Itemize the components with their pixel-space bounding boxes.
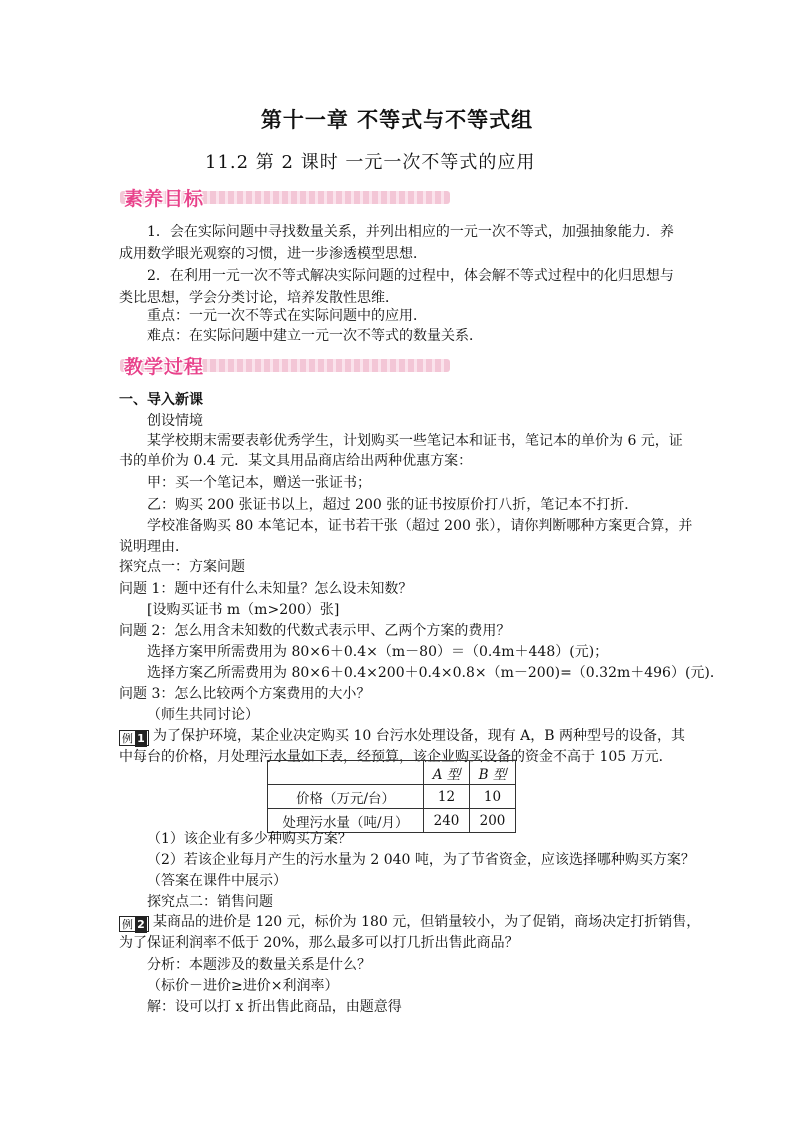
table-cell: 12: [424, 785, 470, 809]
text-line: 书的单价为 0.4 元．某文具用品商店给出两种优惠方案：: [119, 453, 473, 469]
table-row: [268, 785, 516, 809]
table-cell: 处理污水量（吨/月）: [268, 809, 424, 833]
table-cell: 10: [470, 785, 516, 809]
text-line: 分析：本题涉及的数量关系是什么？: [147, 957, 371, 973]
chapter-title: 第十一章 不等式与不等式组: [260, 108, 534, 132]
subheading: 探究点一：方案问题: [119, 559, 245, 575]
subheading: 探究点二：销售问题: [147, 894, 273, 910]
process-banner-label: 教学过程: [124, 356, 205, 378]
key-point: 重点：一元一次不等式在实际问题中的应用．: [147, 308, 427, 324]
text-line: 说明理由．: [119, 539, 189, 555]
text-line: 学校准备购买 80 本笔记本，证书若干张（超过 200 张），请你判断哪种方案更合算，并: [147, 518, 693, 534]
table-cell: 240: [424, 809, 470, 833]
difficult-point: 难点：在实际问题中建立一元一次不等式的数量关系．: [147, 328, 483, 344]
table-header-cell: A 型: [424, 761, 470, 785]
text-line: 甲：买一个笔记本，赠送一张证书；: [147, 475, 371, 491]
example-1-badge: 例 1: [119, 730, 149, 746]
text-line: 解：设可以打 x 折出售此商品，由题意得: [147, 999, 402, 1015]
question-1: 问题 1：题中还有什么未知量？怎么设未知数？: [119, 581, 413, 597]
table-header-row: [268, 761, 516, 785]
example-1-line: 例 1 为了保护环境，某企业决定购买 10 台污水处理设备，现有 A，B 两种型号的设备，其: [119, 726, 685, 746]
table-header-cell: [268, 761, 424, 785]
text-line: （师生共同讨论）: [147, 707, 259, 723]
lesson-title: 11.2 第 2 课时 一元一次不等式的应用: [205, 152, 536, 173]
process-banner: [120, 352, 450, 378]
example-2-badge: 例 2: [119, 916, 149, 932]
example-2-line: 例 2 某商品的进价是 120 元，标价为 180 元，但销量较小，为了促销，商场决定打折销售，: [119, 912, 700, 932]
table-cell: 价格（万元/台）: [268, 785, 424, 809]
equipment-table: [267, 760, 516, 833]
goal-line: 1．会在实际问题中寻找数量关系，并列出相应的一元一次不等式，加强抽象能力．养: [147, 224, 674, 240]
text-line: [设购买证书 m（m>200）张]: [147, 602, 340, 618]
text-line: 某学校期末需要表彰优秀学生，计划购买一些笔记本和证书，笔记本的单价为 6 元，证: [147, 433, 683, 449]
goals-banner: [120, 184, 450, 210]
text-line: 中每台的价格，月处理污水量如下表，经预算，该企业购买设备的资金不高于 105 万元．: [119, 749, 673, 765]
table-header-cell: B 型: [470, 761, 516, 785]
goal-line: 类比思想，学会分类讨论，培养发散性思维．: [119, 290, 399, 306]
goal-line: 2．在利用一元一次不等式解决实际问题的过程中，体会解不等式过程中的化归思想与: [147, 268, 674, 284]
text-line: （答案在课件中展示）: [147, 873, 287, 889]
text-line: 选择方案甲所需费用为 80×6＋0.4×（m－80）＝（0.4m＋448）(元)；: [147, 644, 609, 660]
question-3: 问题 3：怎么比较两个方案费用的大小？: [119, 686, 371, 702]
question-2: 问题 2：怎么用含未知数的代数式表示甲、乙两个方案的费用？: [119, 623, 511, 639]
goal-line: 成用数学眼光观察的习惯，进一步渗透模型思想．: [119, 246, 427, 262]
subheading: 创设情境: [147, 413, 203, 429]
goals-banner-label: 素养目标: [124, 188, 205, 210]
text-line: 为了保证利润率不低于 20%，那么最多可以打几折出售此商品？: [119, 935, 519, 951]
text-line: （标价－进价≥进价×利润率）: [147, 978, 339, 994]
text-line: 乙：购买 200 张证书以上，超过 200 张的证书按原价打八折，笔记本不打折．: [147, 497, 639, 513]
text-line: 选择方案乙所需费用为 80×6＋0.4×200＋0.4×0.8×（m－200)=（0.32m＋496）(元)．: [147, 665, 724, 681]
text-line: （1）该企业有多少种购买方案？: [147, 831, 352, 847]
section-heading: 一、导入新课: [119, 392, 203, 408]
table-cell: 200: [470, 809, 516, 833]
text-line: （2）若该企业每月产生的污水量为 2 040 吨，为了节省资金，应该选择哪种购买方案？: [147, 852, 695, 868]
